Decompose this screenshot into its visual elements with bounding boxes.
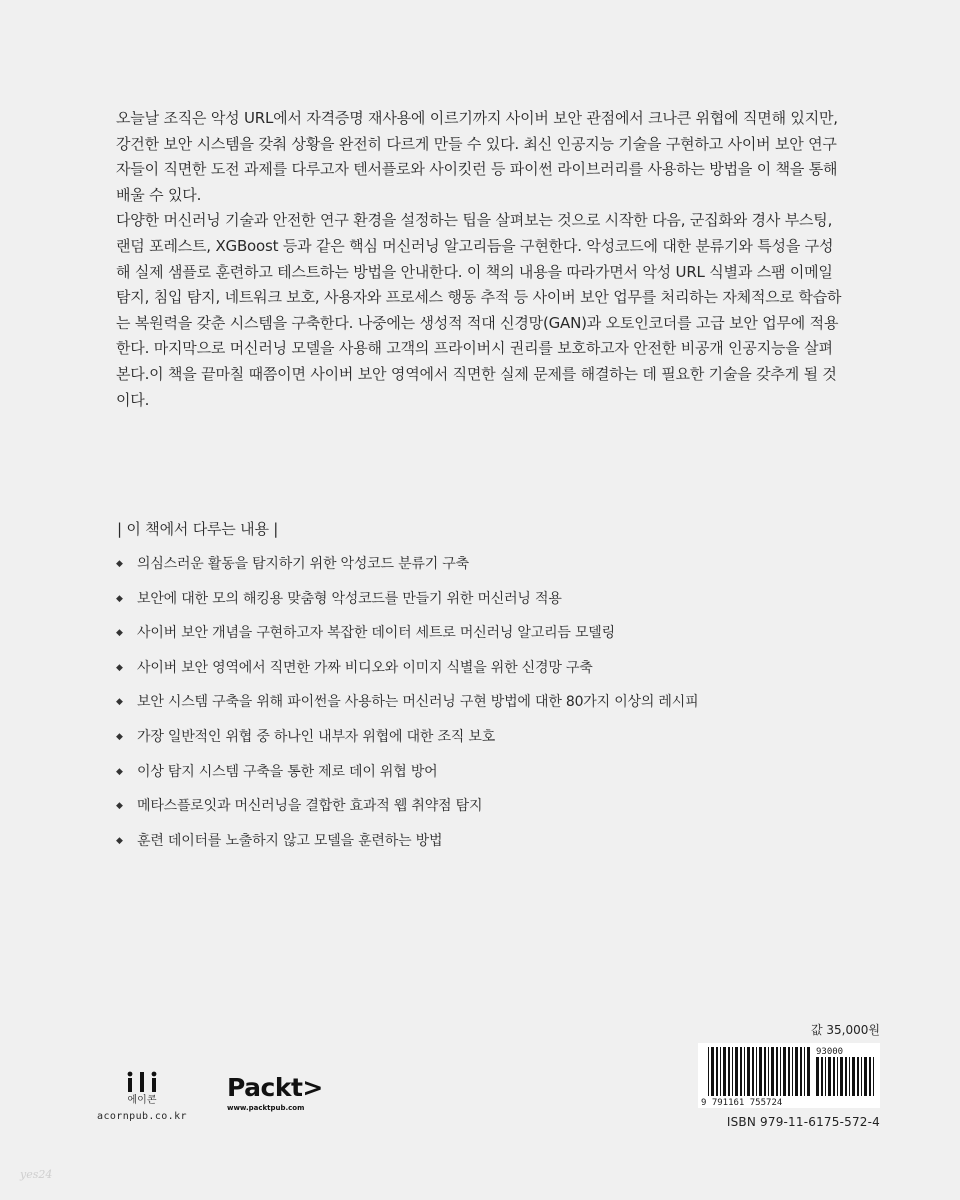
acorn-logo-icon bbox=[125, 1070, 159, 1094]
description-paragraph-2: 다양한 머신러닝 기술과 안전한 연구 환경을 설정하는 팁을 살펴보는 것으로 시작한 다음, 군집화와 경사 부스팅, 랜덤 포레스트, XGBoost 등과 같은 핵심 머신러닝 알고리듬을 구현한다. 악성코드에 대한 분류기와 특성을 구성해 실제 샘플로 훈련하고 테스트하는 방법을 안내한다. 이 책의 내용을 따라가면서 악성 URL 식별과 스팸 이메일 탐지, 침입 탐지, 네트워크 보호, 사용자와 프로세스 행동 추적 등 사이버 보안 업무를 처리하는 자체적으로 학습하는 복원력을 갖춘 시스템을 구축한다. 나중에는 생성적 적대 신경망(GAN)과 오토인코더를 고급 보안 업무에 적용한다. 마지막으로 머신러닝 모델을 사용해 고객의 프라이버시 권리를 보호하고자 안전한 비공개 인공지능을 살펴본다.이 책을 끝마칠 때쯤이면 사이버 보안 영역에서 직면한 실제 문제를 해결하는 데 필요한 기술을 갖추게 될 것이다. bbox=[116, 211, 842, 409]
barcode-addon-number: 93000 bbox=[816, 1047, 844, 1057]
diamond-bullet-icon: ◆ bbox=[116, 593, 123, 604]
packt-wordmark: Packt> bbox=[227, 1073, 323, 1102]
book-price: 값 35,000원 bbox=[811, 1023, 880, 1037]
barcode-bar bbox=[792, 1047, 793, 1096]
list-item bbox=[116, 588, 698, 623]
book-description bbox=[116, 106, 844, 413]
barcode-bar bbox=[768, 1047, 769, 1096]
barcode-bar bbox=[747, 1047, 750, 1096]
barcode-bar bbox=[744, 1047, 745, 1096]
barcode-bar bbox=[869, 1057, 871, 1096]
watermark: yes24 bbox=[20, 1168, 53, 1181]
acorn-publisher-logo bbox=[86, 1070, 198, 1130]
barcode-bar bbox=[780, 1047, 781, 1096]
description-paragraph-1: 오늘날 조직은 악성 URL에서 자격증명 재사용에 이르기까지 사이버 보안 관점에서 크나큰 위협에 직면해 있지만, 강건한 보안 시스템을 갖춰 상황을 완전히 다르게 만들 수 있다. 최신 인공지능 기술을 구현하고 사이버 보안 연구자들이 직면한 도전 과제를 다루고자 텐서플로와 사이킷런 등 파이썬 라이브러리를 사용하는 방법을 이 책을 통해 배울 수 있다. bbox=[116, 109, 838, 204]
list-item-text: 가장 일반적인 위협 중 하나인 내부자 위협에 대한 조직 보호 bbox=[137, 728, 496, 745]
barcode-bar bbox=[795, 1047, 798, 1096]
list-item bbox=[116, 622, 698, 657]
list-item-text: 보안 시스템 구축을 위해 파이썬을 사용하는 머신러닝 구현 방법에 대한 80가지 이상의 레시피 bbox=[137, 694, 699, 711]
barcode-bar bbox=[828, 1057, 831, 1096]
acorn-korean-name: 에이콘 bbox=[127, 1095, 157, 1106]
list-item bbox=[116, 657, 698, 692]
diamond-bullet-icon: ◆ bbox=[116, 559, 123, 569]
diamond-bullet-icon: ◆ bbox=[116, 801, 123, 812]
list-item bbox=[116, 553, 698, 588]
list-item-text: 의심스러운 활동을 탐지하기 위한 악성코드 분류기 구축 bbox=[137, 556, 469, 572]
barcode-main-number: 9 791161 755724 bbox=[701, 1098, 783, 1108]
diamond-bullet-icon: ◆ bbox=[116, 628, 123, 639]
contents-list bbox=[116, 553, 698, 864]
barcode-bar bbox=[756, 1047, 757, 1096]
list-item bbox=[116, 691, 698, 726]
isbn-number: ISBN 979-11-6175-572-4 bbox=[726, 1115, 880, 1129]
packt-url: www.packtpub.com bbox=[227, 1104, 305, 1112]
barcode-bar bbox=[800, 1047, 802, 1096]
barcode-bar bbox=[861, 1057, 862, 1096]
barcode-bar bbox=[732, 1047, 733, 1096]
list-item bbox=[116, 761, 698, 796]
barcode-bar bbox=[711, 1047, 714, 1096]
list-item-text: 사이버 보안 개념을 구현하고자 복잡한 데이터 세트로 머신러닝 알고리듬 모델링 bbox=[137, 625, 615, 642]
barcode-bar bbox=[849, 1057, 850, 1096]
barcode-graphic bbox=[698, 1043, 880, 1108]
list-item-text: 훈련 데이터를 노출하지 않고 모델을 훈련하는 방법 bbox=[137, 832, 443, 849]
barcode-bar bbox=[716, 1047, 718, 1096]
contents-heading: | 이 책에서 다루는 내용 | bbox=[117, 520, 279, 538]
barcode-bar bbox=[825, 1057, 826, 1096]
barcode-bar bbox=[804, 1047, 805, 1096]
barcode-bar bbox=[708, 1047, 709, 1096]
barcode-bar bbox=[759, 1047, 762, 1096]
packt-publisher-logo bbox=[227, 1073, 323, 1118]
barcode-bar bbox=[788, 1047, 790, 1096]
barcode-bar bbox=[821, 1057, 823, 1096]
barcode-bar bbox=[833, 1057, 835, 1096]
diamond-bullet-icon: ◆ bbox=[116, 697, 123, 708]
list-item-text: 사이버 보안 영역에서 직면한 가짜 비디오와 이미지 식별을 위한 신경망 구축 bbox=[137, 659, 593, 676]
barcode-bar bbox=[845, 1057, 847, 1096]
barcode-bar bbox=[852, 1057, 855, 1096]
barcode-bar bbox=[816, 1057, 819, 1096]
list-item-text: 메타스플로잇과 머신러닝을 결합한 효과적 웹 취약점 탐지 bbox=[137, 798, 483, 815]
diamond-bullet-icon: ◆ bbox=[116, 731, 123, 742]
barcode-bar bbox=[771, 1047, 774, 1096]
barcode-bar bbox=[740, 1047, 742, 1096]
diamond-bullet-icon: ◆ bbox=[116, 835, 123, 846]
barcode-bar bbox=[735, 1047, 738, 1096]
barcode-bar bbox=[864, 1057, 867, 1096]
barcode-bar bbox=[764, 1047, 766, 1096]
diamond-bullet-icon: ◆ bbox=[116, 766, 123, 777]
barcode-bar bbox=[807, 1047, 810, 1096]
barcode-bar bbox=[783, 1047, 786, 1096]
barcode-bar bbox=[857, 1057, 859, 1096]
acorn-url: acornpub.co.kr bbox=[97, 1111, 187, 1122]
barcode-bar bbox=[728, 1047, 730, 1096]
barcode-bar bbox=[873, 1057, 874, 1096]
barcode-bar bbox=[837, 1057, 838, 1096]
list-item-text: 보안에 대한 모의 해킹용 맞춤형 악성코드를 만들기 위한 머신러닝 적용 bbox=[137, 590, 562, 607]
list-item bbox=[116, 726, 698, 761]
barcode-bar bbox=[720, 1047, 721, 1096]
barcode-bar bbox=[723, 1047, 726, 1096]
isbn-barcode bbox=[698, 1043, 880, 1108]
barcode-bar bbox=[840, 1057, 843, 1096]
barcode-bar bbox=[752, 1047, 754, 1096]
list-item bbox=[116, 830, 698, 865]
list-item-text: 이상 탐지 시스템 구축을 통한 제로 데이 위협 방어 bbox=[137, 763, 438, 780]
diamond-bullet-icon: ◆ bbox=[116, 662, 123, 673]
barcode-bar bbox=[776, 1047, 778, 1096]
list-item bbox=[116, 795, 698, 830]
